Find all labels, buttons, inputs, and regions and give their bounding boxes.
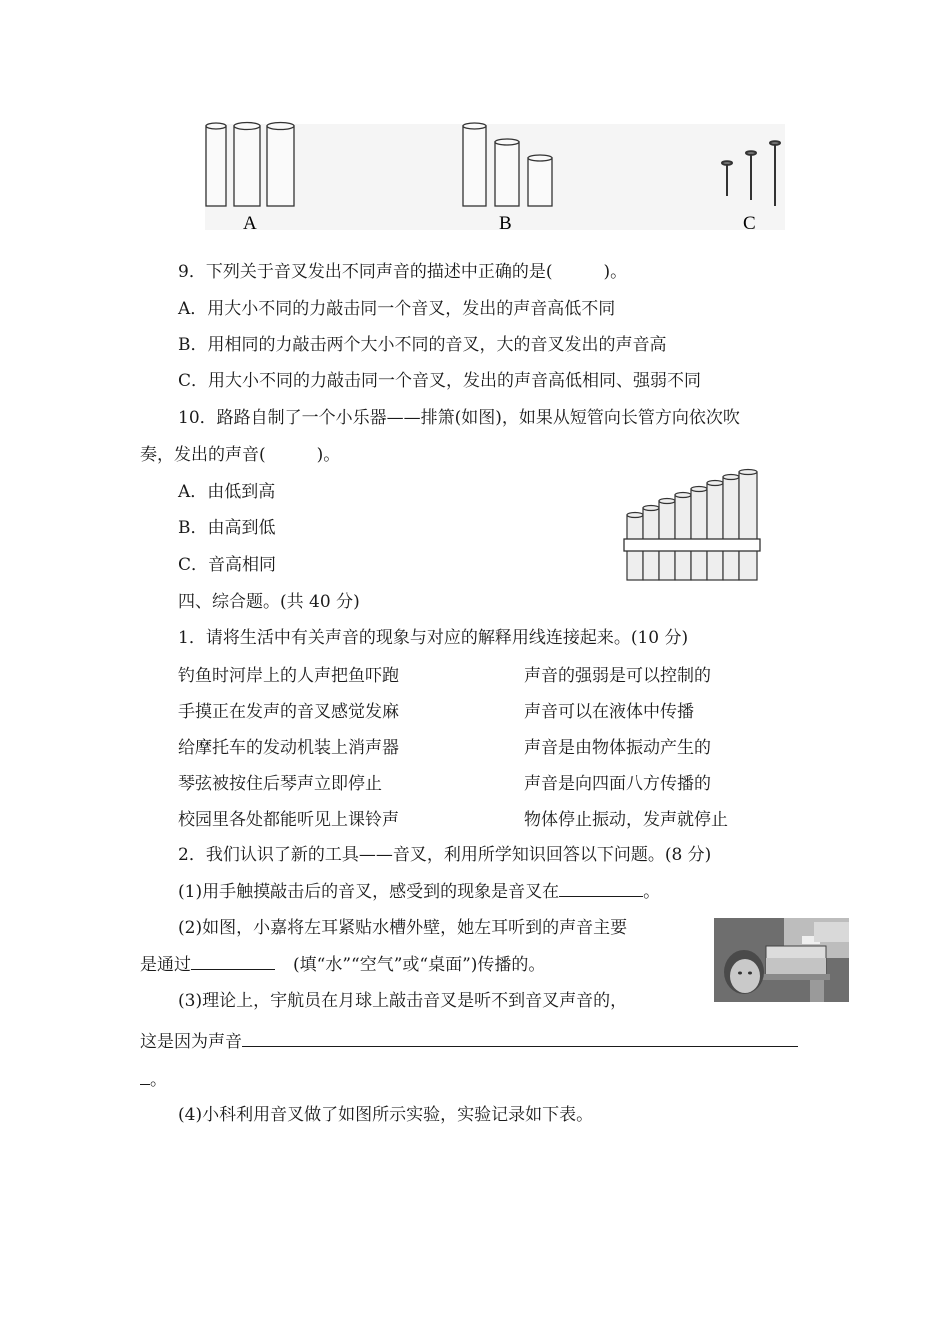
figure-pan-flute [622,468,764,584]
label-b: B [499,213,512,234]
p3-end: 。 [150,1070,167,1090]
photo-svg [714,918,849,1002]
s4-q2-stem: 2．我们认识了新的工具——音叉，利用所学知识回答以下问题。(8 分) [178,845,712,865]
p1-blank[interactable] [559,880,643,897]
match-left-5: 校园里各处都能听见上课铃声 [178,810,399,830]
p2-blank[interactable] [191,953,275,970]
match-right-1: 声音的强弱是可以控制的 [524,666,711,686]
q9-option-c: C．用大小不同的力敲击同一个音叉，发出的声音高低相同、强弱不同 [178,371,702,391]
s4-q2-p2-line2 [140,953,545,977]
s4-q2-p2-line1: (2)如图，小嘉将左耳紧贴水槽外壁，她左耳听到的声音主要 [178,918,628,938]
q9-option-a: A．用大小不同的力敲击同一个音叉，发出的声音高低不同 [178,299,616,319]
match-right-3: 声音是由物体振动产生的 [524,738,711,758]
q10-option-b: B．由高到低 [178,518,276,538]
p3-blank-cont[interactable] [140,1068,150,1085]
p3-blank[interactable] [242,1030,798,1047]
match-right-4: 声音是向四面八方传播的 [524,774,711,794]
q10-stem-line2: 奏，发出的声音( )。 [140,445,341,465]
match-left-1: 钓鱼时河岸上的人声把鱼吓跑 [178,666,399,686]
match-right-5: 物体停止振动，发声就停止 [524,810,728,830]
q10-option-a: A．由低到高 [178,482,276,502]
p1-text: (1)用手触摸敲击后的音叉，感受到的现象是音叉在 [178,882,560,902]
s4-q2-p3-line1: (3)理论上，宇航员在月球上敲击音叉是听不到音叉声音的， [178,991,628,1011]
s4-q2-p3-line2 [140,1030,798,1054]
figure-tubes-nails [205,118,785,236]
match-left-2: 手摸正在发声的音叉感觉发麻 [178,702,399,722]
match-left-3: 给摩托车的发动机装上消声器 [178,738,399,758]
s4-q2-p1 [178,880,660,904]
match-right-2: 声音可以在液体中传播 [524,702,694,722]
q10-option-c: C．音高相同 [178,555,277,575]
photo-girl-water-tank [714,918,849,1002]
pan-flute-svg [622,468,764,584]
p2-text-a: 是通过 [140,955,191,975]
s4-q2-p4: (4)小科利用音叉做了如图所示实验，实验记录如下表。 [178,1105,594,1125]
group-a-tubes [206,123,294,207]
s4-q1-stem: 1．请将生活中有关声音的现象与对应的解释用线连接起来。(10 分) [178,628,689,648]
section4-title: 四、综合题。(共 40 分) [178,592,360,612]
s4-q2-p3-line3 [140,1068,167,1092]
label-c: C [743,213,756,234]
p1-end: 。 [643,882,661,902]
p3-text: 这是因为声音 [140,1032,242,1052]
q10-stem-line1: 10．路路自制了一个小乐器——排箫(如图)，如果从短管向长管方向依次吹 [178,408,740,428]
q9-option-b: B．用相同的力敲击两个大小不同的音叉，大的音叉发出的声音高 [178,335,667,355]
p2-text-b: (填“水”“空气”或“桌面”)传播的。 [293,955,546,975]
match-left-4: 琴弦被按住后琴声立即停止 [178,774,382,794]
q9-stem: 9．下列关于音叉发出不同声音的描述中正确的是( )。 [178,262,628,282]
tubes-nails-svg [205,118,785,236]
label-a: A [243,213,257,234]
